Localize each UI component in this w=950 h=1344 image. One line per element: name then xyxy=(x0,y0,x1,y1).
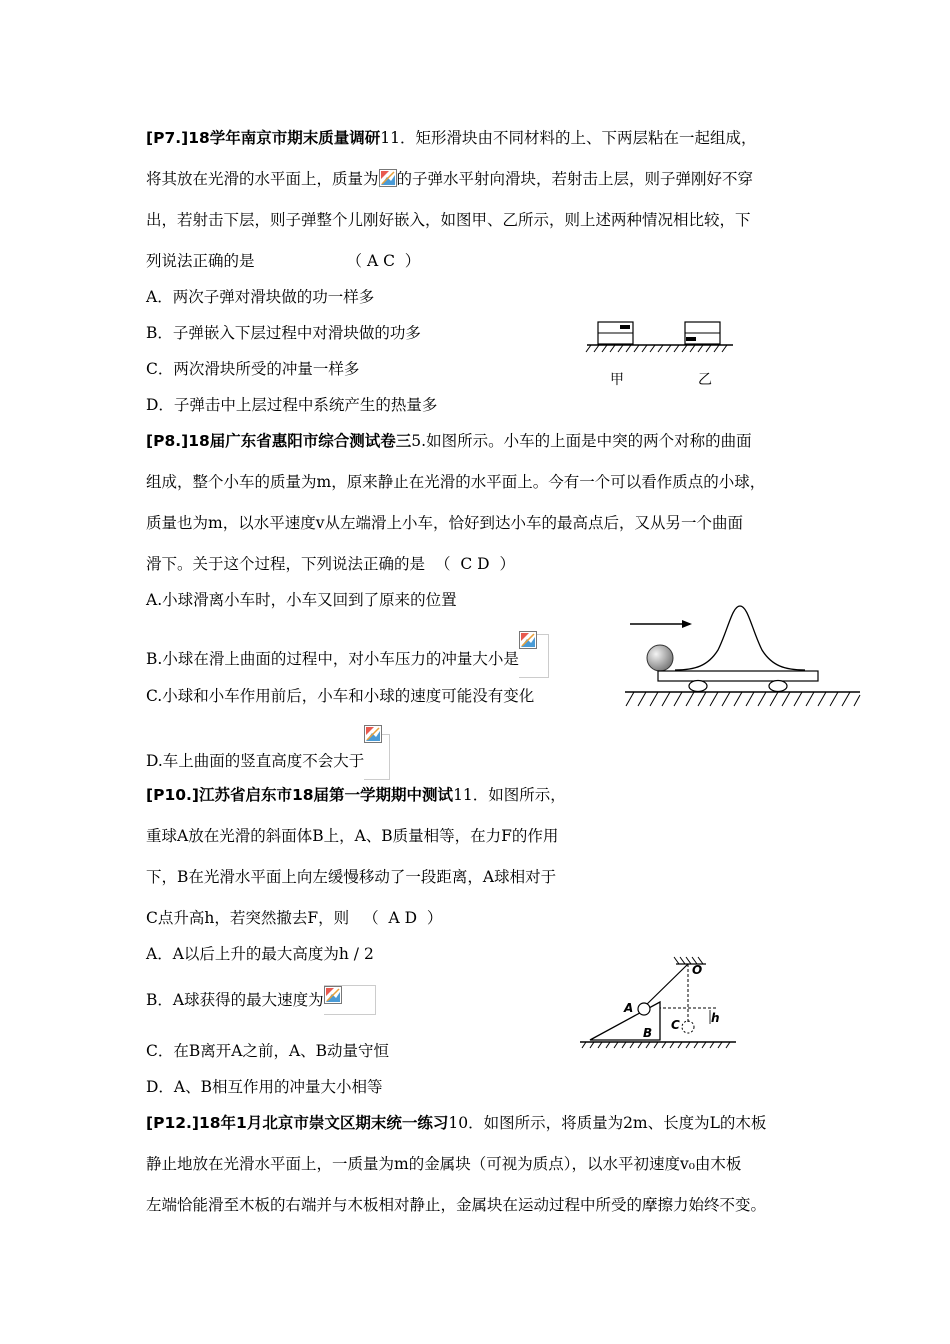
p7-option-a: A．两次子弹对滑块做的功一样多 xyxy=(146,288,375,306)
block-jia xyxy=(598,322,633,344)
p7-option-c: C．两次滑块所受的冲量一样多 xyxy=(146,360,360,378)
p8-option-a: A.小球滑离小车时，小车又回到了原来的位置 xyxy=(146,591,457,609)
p12-line1: [P12.]18年1月北京市崇文区期末统一练习10．如图所示，将质量为2m、长度为L的木板 xyxy=(146,1114,767,1132)
cart-wheel-right xyxy=(769,681,787,692)
p8-line4: 滑下。关于这个过程，下列说法正确的是 （ C D ） xyxy=(146,555,515,573)
p8-line3: 质量也为m，以水平速度v从左端滑上小车，恰好到达小车的最高点后，又从另一个曲面 xyxy=(146,514,743,532)
formula-image-icon xyxy=(364,725,382,743)
p7-fig-label-yi: 乙 xyxy=(698,372,712,388)
formula-image-icon xyxy=(379,169,397,187)
p12-line3: 左端恰能滑至木板的右端并与木板相对静止，金属块在运动过程中所受的摩擦力始终不变。 xyxy=(146,1196,767,1214)
cart-body xyxy=(658,671,818,681)
velocity-arrow xyxy=(630,620,692,628)
point-c xyxy=(682,1021,694,1033)
p7-source: [P7.]18学年南京市期末质量调研 xyxy=(146,129,381,147)
formula-image-icon xyxy=(519,631,537,649)
cart-curve xyxy=(675,606,805,670)
p7-line1: [P7.]18学年南京市期末质量调研11．矩形滑块由不同材料的上、下两层粘在一起组成， xyxy=(146,129,757,147)
p10-source: [P10.]江苏省启东市18届第一学期期中测试 xyxy=(146,786,454,804)
p10-option-a: A．A以后上升的最大高度为h / 2 xyxy=(146,945,374,963)
p10-line1: [P10.]江苏省启东市18届第一学期期中测试11．如图所示， xyxy=(146,786,566,804)
p8-option-c: C.小球和小车作用前后，小车和小球的速度可能没有变化 xyxy=(146,687,535,705)
p7-option-d: D．子弹击中上层过程中系统产生的热量多 xyxy=(146,396,438,414)
p8-cart-figure xyxy=(620,600,865,715)
p10-line3: 下，B在光滑水平面上向左缓慢移动了一段距离，A球相对于 xyxy=(146,868,557,886)
p8-line2: 组成，整个小车的质量为m，原来静止在光滑的水平面上。今有一个可以看作质点的小球， xyxy=(146,473,766,491)
p12-source: [P12.]18年1月北京市崇文区期末统一练习 xyxy=(146,1114,449,1132)
p10-label-o: O xyxy=(692,963,703,977)
ball xyxy=(647,645,673,671)
p8-option-b: B.小球在滑上曲面的过程中，对小车压力的冲量大小是 xyxy=(146,634,549,678)
formula-image-frame xyxy=(519,634,549,678)
p7-line2: 将其放在光滑的水平面上，质量为 的子弹水平射向滑块，若射击上层，则子弹刚好不穿 xyxy=(146,170,754,188)
p7-option-b: B．子弹嵌入下层过程中对滑块做的功多 xyxy=(146,324,421,342)
formula-image-icon xyxy=(324,986,342,1004)
p10-answer: （ A D ） xyxy=(363,909,443,927)
p10-label-c: C xyxy=(671,1018,680,1032)
p7-line3: 出，若射击下层，则子弹整个儿刚好嵌入，如图甲、乙所示，则上述两种情况相比较，下 xyxy=(146,211,751,229)
p8-source: [P8.]18届广东省惠阳市综合测试卷三 xyxy=(146,432,412,450)
cart-wheel-left xyxy=(689,681,707,692)
p10-label-h: h xyxy=(711,1011,720,1025)
p10-label-b: B xyxy=(643,1026,653,1040)
p10-line4: C点升高h，若突然撤去F，则 （ A D ） xyxy=(146,909,443,927)
p10-option-d: D．A、B相互作用的冲量大小相等 xyxy=(146,1078,383,1096)
p8-line1: [P8.]18届广东省惠阳市综合测试卷三5.如图所示。小车的上面是中突的两个对称的曲面 xyxy=(146,432,752,450)
p7-sliding-block-figure xyxy=(585,316,735,358)
formula-image-frame xyxy=(364,734,390,780)
p12-line2: 静止地放在光滑水平面上，一质量为m的金属块（可视为质点），以水平初速度v₀由木板 xyxy=(146,1155,742,1173)
p7-fig-label-jia: 甲 xyxy=(610,372,624,388)
p8-option-d: D.车上曲面的竖直高度不会大于 xyxy=(146,734,390,780)
p10-line2: 重球A放在光滑的斜面体B上，A、B质量相等，在力F的作用 xyxy=(146,827,559,845)
p8-answer: （ C D ） xyxy=(435,555,515,573)
p10-option-b: B．A球获得的最大速度为 xyxy=(146,985,376,1015)
p10-option-c: C．在B离开A之前，A、B动量守恒 xyxy=(146,1042,390,1060)
p7-answer: （ A C ） xyxy=(346,252,421,270)
ball-a xyxy=(638,1003,650,1015)
p7-line4: 列说法正确的是 （ A C ） xyxy=(146,252,421,270)
p10-label-a: A xyxy=(624,1001,634,1015)
p10-incline-figure xyxy=(578,952,738,1054)
formula-image-frame xyxy=(324,985,376,1015)
block-yi xyxy=(685,322,720,344)
